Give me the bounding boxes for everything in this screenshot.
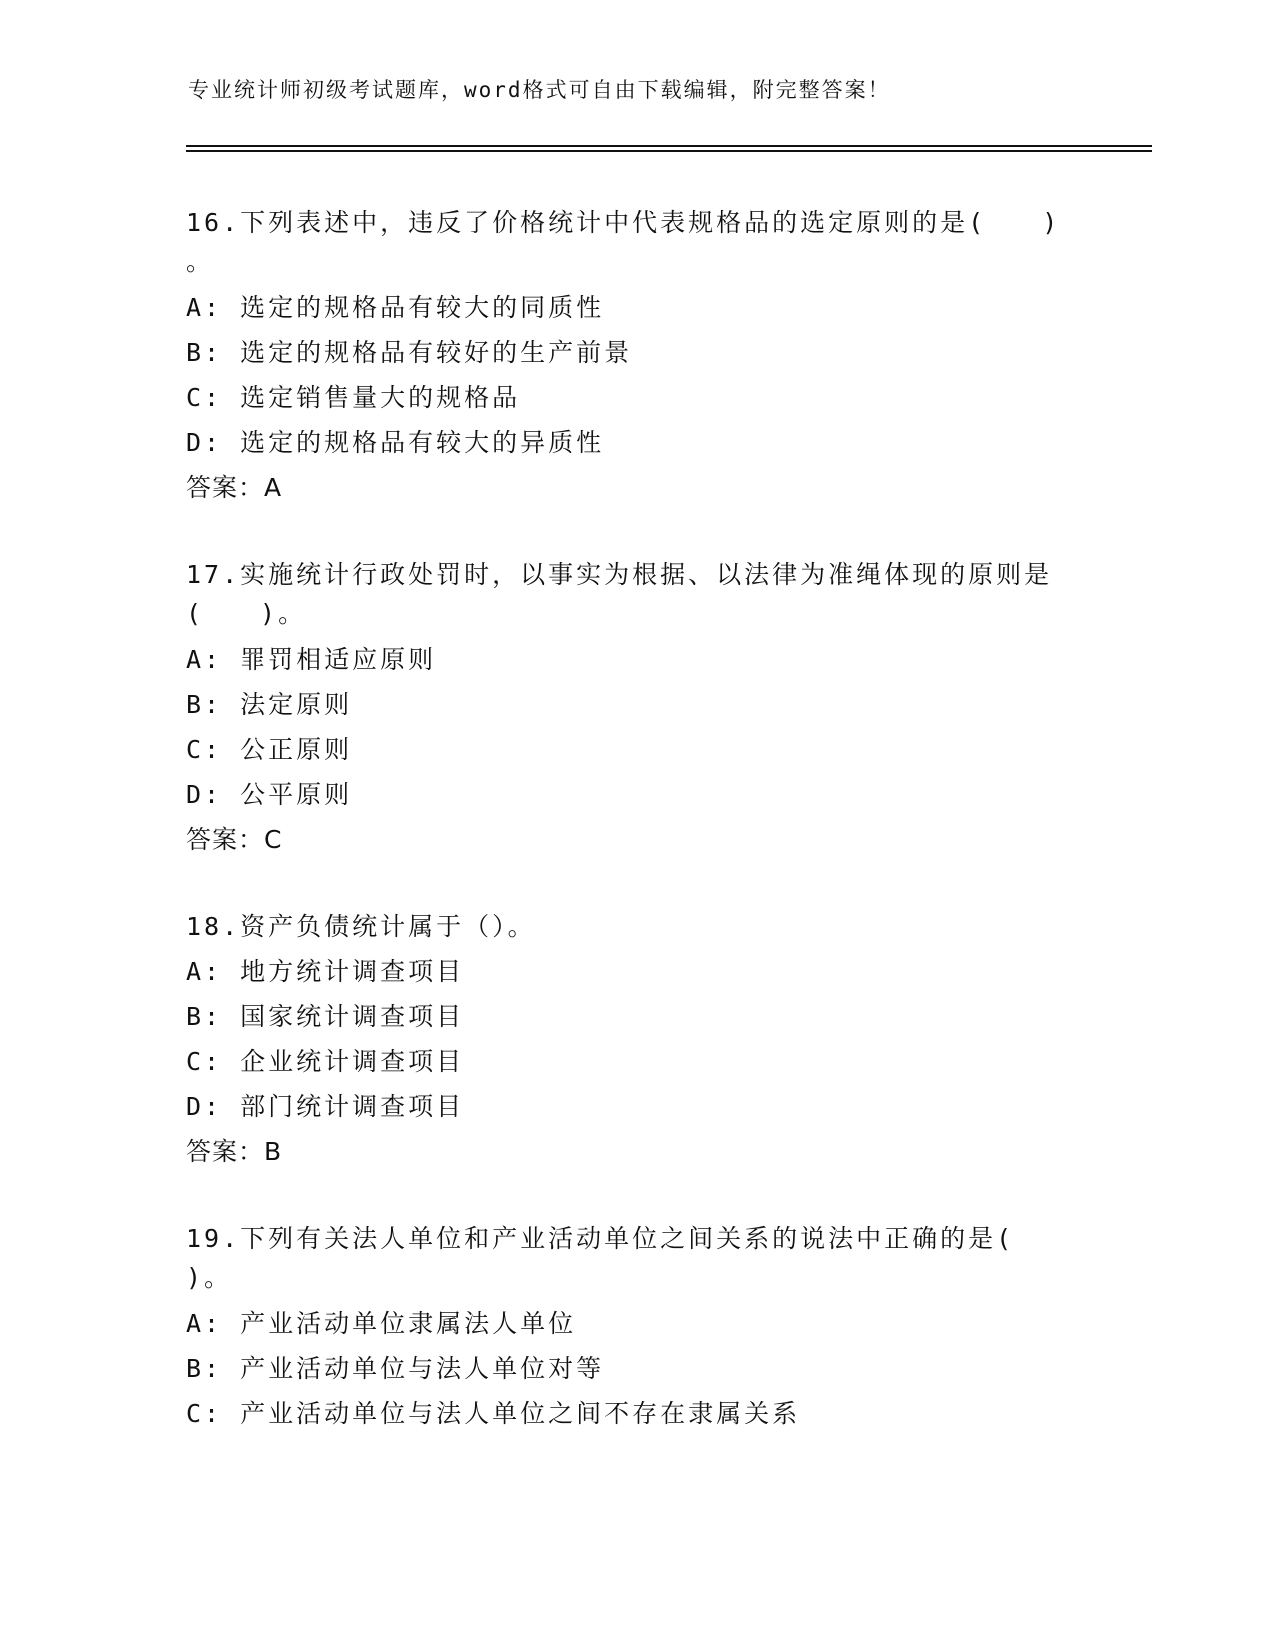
option-d: D: 公平原则 (186, 780, 353, 809)
option-c: C: 产业活动单位与法人单位之间不存在隶属关系 (186, 1399, 801, 1428)
question-list (186, 200, 1086, 1436)
option-b: B: 选定的规格品有较好的生产前景 (186, 338, 633, 367)
option-c: C: 公正原则 (186, 735, 353, 764)
option-a: A: 选定的规格品有较大的同质性 (186, 293, 605, 322)
option-d: D: 部门统计调查项目 (186, 1092, 465, 1121)
question-16 (186, 200, 1086, 510)
question-19 (186, 1216, 1086, 1436)
answer: 答案：C (186, 825, 283, 854)
question-stem-continuation: ( )。 (186, 599, 307, 628)
question-18 (186, 904, 1086, 1174)
question-stem: 19.下列有关法人单位和产业活动单位之间关系的说法中正确的是( (186, 1224, 1015, 1253)
question-stem: 18.资产负债统计属于（）。 (186, 912, 536, 941)
question-17 (186, 552, 1086, 862)
option-c: C: 企业统计调查项目 (186, 1047, 465, 1076)
option-c: C: 选定销售量大的规格品 (186, 383, 521, 412)
page-header: 专业统计师初级考试题库，word格式可自由下载编辑，附完整答案！ (188, 78, 891, 102)
option-a: A: 地方统计调查项目 (186, 957, 465, 986)
option-a: A: 产业活动单位隶属法人单位 (186, 1309, 577, 1338)
option-b: B: 产业活动单位与法人单位对等 (186, 1354, 605, 1383)
question-stem: 16.下列表述中，违反了价格统计中代表规格品的选定原则的是( ) (186, 208, 1061, 237)
option-b: B: 法定原则 (186, 690, 353, 719)
answer: 答案：B (186, 1137, 283, 1166)
question-stem-continuation: 。 (186, 247, 215, 276)
question-stem: 17.实施统计行政处罚时，以事实为根据、以法律为准绳体现的原则是 (186, 560, 1053, 589)
option-b: B: 国家统计调查项目 (186, 1002, 465, 1031)
header-divider-second (186, 150, 1152, 152)
option-d: D: 选定的规格品有较大的异质性 (186, 428, 605, 457)
option-a: A: 罪罚相适应原则 (186, 645, 437, 674)
question-stem-continuation: )。 (186, 1263, 233, 1292)
answer: 答案：A (186, 473, 283, 502)
header-divider (186, 145, 1152, 147)
